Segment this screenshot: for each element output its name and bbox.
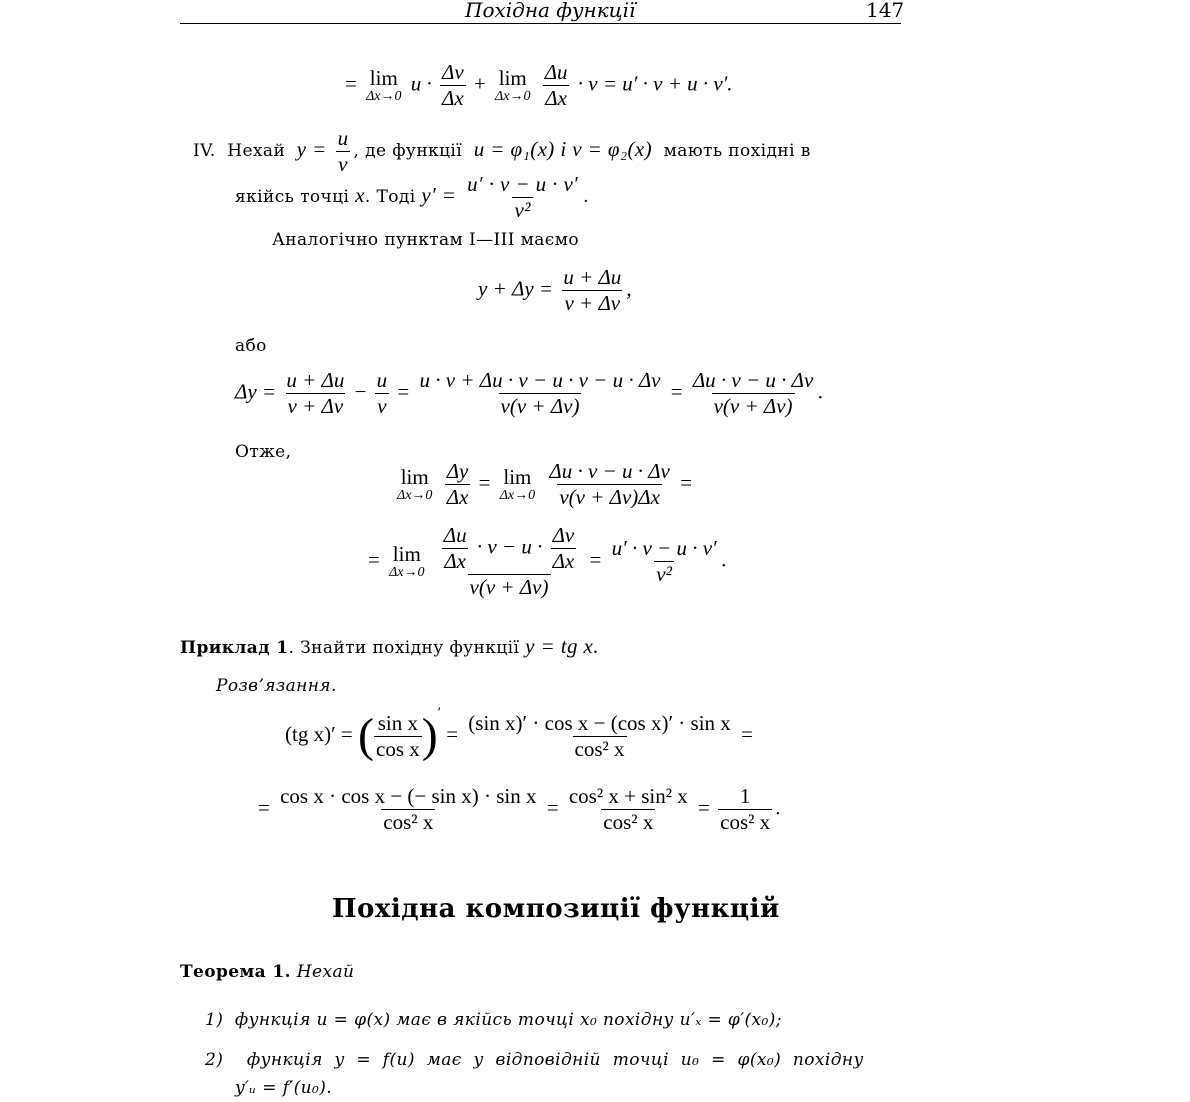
otzhe-text: Отже, [235, 442, 292, 462]
abo-text: або [235, 336, 267, 356]
equation-limit-1: lim Δx→0 $\frac{\Delta y}{\Delta x}$ = lim Δx→0 $\frac{\Delta u \cdot v - u \cdot \Delta v}{v(v + \Delta v)\Delta x}$ = [397, 459, 692, 509]
equation-delta-y: Δy = $\frac{u + \Delta u}{v + \Delta v}$ − $\frac{u}{v}$ = $\frac{u \cdot v + \Delta u \cdot v - u \cdot v - u \cdot \Delta v}{v(v + \Delta v)}$ = $\frac{\Delta u \cdot v - u \cdot \Delta v}{v(v + \Delta v)}$ . [235, 368, 824, 418]
fraction: $\frac{\Delta u \cdot v - u \cdot \Delta v}{v(v + \Delta v)}$ [692, 368, 814, 418]
fraction: $\frac{1}{\text{cos² x}}$ [720, 784, 771, 834]
example-1: Приклад 1. Знайти похідну функції y = tg x. [180, 634, 599, 658]
fraction: $\frac{\text{cos x · cos x − (− sin x) · sin x}}{\text{cos² x}}$ [280, 784, 537, 834]
fraction: $\frac{u \cdot v + \Delta u \cdot v - u \cdot v - u \cdot \Delta v}{v(v + \Delta v)}$ [419, 368, 661, 418]
theorem-item-2: 2) функція y = f(u) має у відповідній точці u₀ = φ(x₀) похідну [205, 1050, 864, 1070]
running-header-title: Похідна функції [465, 0, 636, 22]
fraction: $\frac{\Delta y}{\Delta x}$ [446, 459, 469, 509]
item-iv-line1: IV. Нехай y = $\frac{u}{v}$ , де функції u = φ₁(x) і v = φ₂(x) мають похідні в [193, 126, 811, 176]
fraction: $\frac{\text{cos² x + sin² x}}{\text{cos² x}}$ [568, 784, 688, 834]
equation-tg-1: (tg x)′ = ( $\frac{\text{sin x}}{\text{cos x}}$ )′ = $\frac{\text{(sin x)′ · cos x − (cos x)′ · sin x}}{\text{cos² x}}$ = [285, 705, 753, 763]
theorem-item-1: 1) функція u = φ(x) має в якійсь точці x₀ похідну u′ₓ = φ′(x₀); [205, 1010, 782, 1030]
fraction: $\frac{\text{sin x}}{\text{cos x}}$ [376, 710, 420, 761]
fraction: $\frac{\Delta u}{\Delta x}$ [544, 60, 568, 110]
page-number: 147 [866, 0, 905, 22]
fraction: $\frac{\text{(sin x)′ · cos x − (cos x)′ · sin x}}{\text{cos² x}}$ [468, 710, 731, 761]
section-title: Похідна композиції функцій [332, 894, 780, 924]
item-iv-line2: якійсь точці x. Тоді y′ = $\frac{u' \cdot v - u \cdot v'}{\text{v²}}$ . [235, 172, 589, 222]
fraction: $\frac{u' \cdot v - u \cdot v'}{\text{v²}}$ [611, 536, 717, 586]
fraction: $\frac{u}{v}$ [376, 368, 388, 418]
fraction: $\frac{u' \cdot v - u \cdot v'}{\text{v²}}$ [467, 172, 579, 222]
theorem-1: Теорема 1. Нехай [180, 962, 355, 982]
theorem-item-2-cont: y′ᵤ = f′(u₀). [235, 1078, 333, 1098]
analog-text: Аналогічно пунктам I—III маємо [272, 230, 579, 250]
fraction-u-over-v: $\frac{u}{v}$ [337, 126, 349, 176]
equation-y-plus-delta: y + Δy = $\frac{u + \Delta u}{v + \Delta v}$ , [478, 265, 632, 315]
header-rule [180, 23, 901, 24]
equation-product-rule-end: = lim Δx→0 u · $\frac{\Delta v}{\Delta x}$ + lim Δx→0 $\frac{\Delta u}{\Delta x}$ · v = u′ · v + u · v′. [345, 60, 733, 110]
equation-tg-2: = $\frac{\text{cos x · cos x − (− sin x) · sin x}}{\text{cos² x}}$ = $\frac{\text{cos² x + sin² x}}{\text{cos² x}}$ = $\frac{1}{\text{cos² x}}$ . [258, 784, 781, 834]
fraction: $\frac{u + \Delta u}{v + \Delta v}$ [563, 265, 622, 315]
equation-limit-2: = lim Δx→0 $\frac{\Delta u}{\Delta x}$ · v − u · $\frac{\Delta v}{\Delta x}$ v(v + Δv) = $\frac{u' \cdot v - u \cdot v'}{\text{v²}}$ . [368, 523, 727, 599]
solution-label: Розв’язання. [216, 676, 337, 696]
fraction-nested: $\frac{\Delta u}{\Delta x}$ · v − u · $\frac{\Delta v}{\Delta x}$ v(v + Δv) [443, 523, 575, 599]
fraction: $\frac{\Delta u \cdot v - u \cdot \Delta v}{v(v + \Delta v)\Delta x}$ [549, 459, 670, 509]
fraction: $\frac{u + \Delta u}{v + \Delta v}$ [286, 368, 345, 418]
fraction: $\frac{\Delta v}{\Delta x}$ [442, 60, 464, 110]
